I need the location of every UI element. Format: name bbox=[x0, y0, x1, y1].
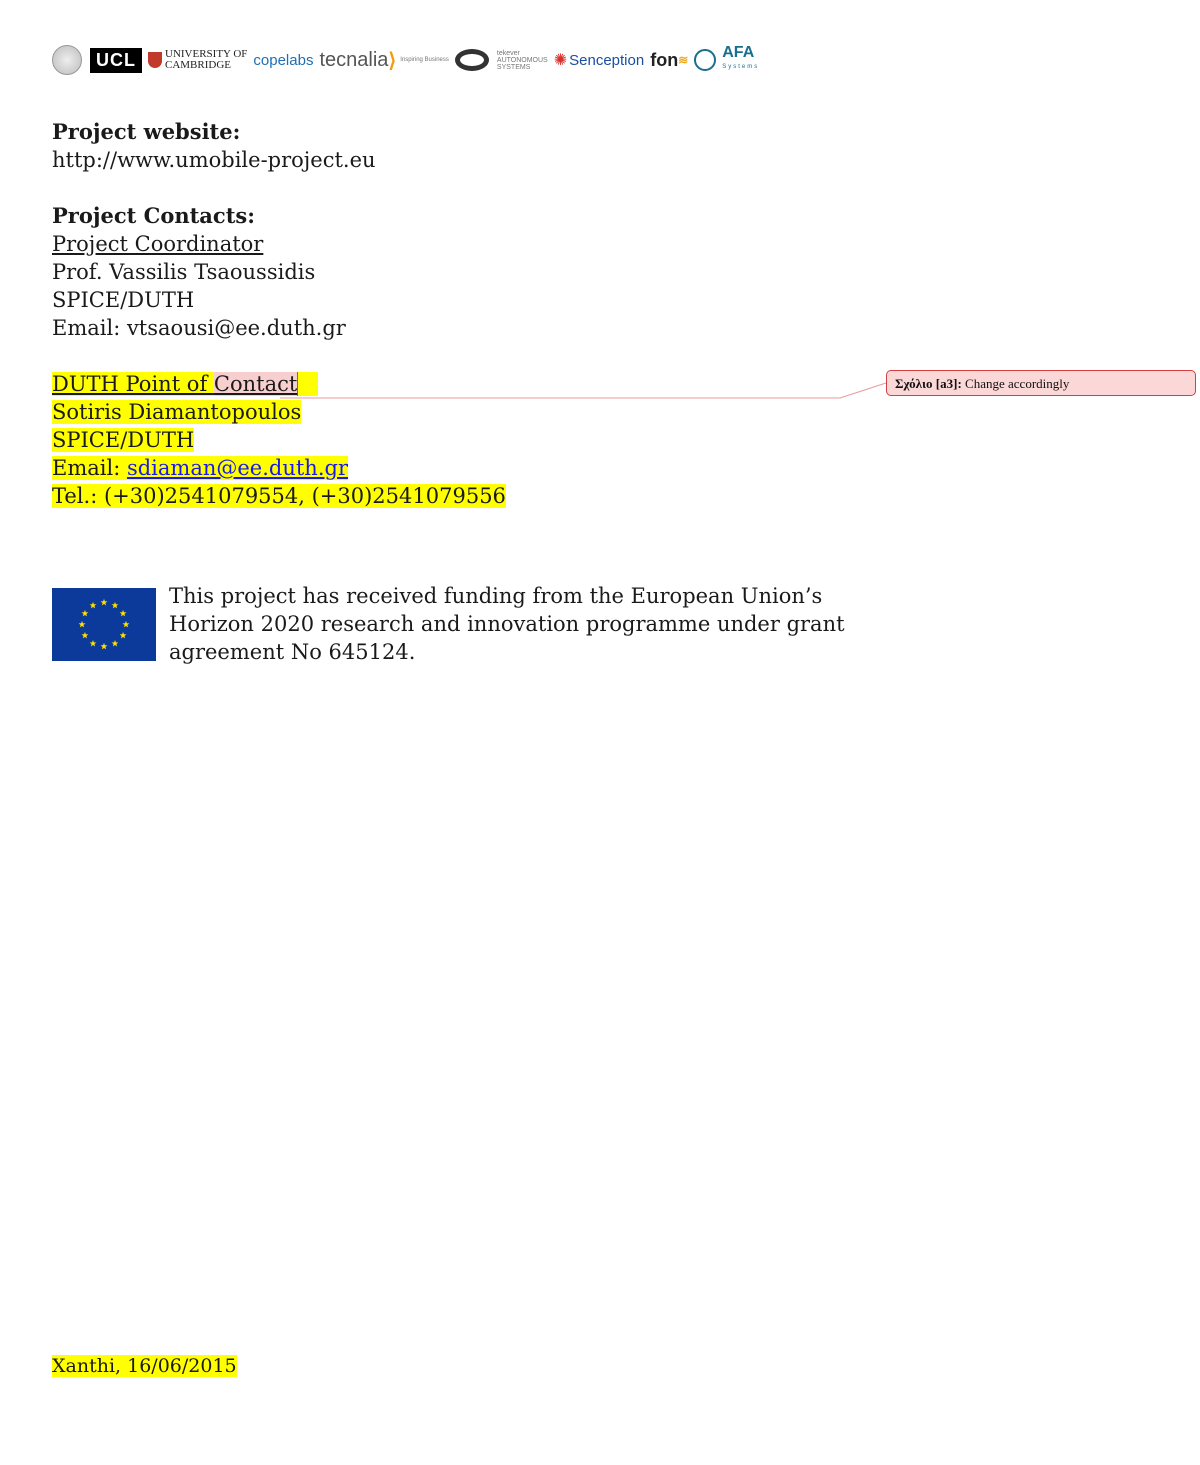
tekever-logo bbox=[455, 49, 548, 71]
comment-anchor[interactable]: Contact bbox=[213, 372, 298, 396]
senception-logo bbox=[554, 50, 644, 70]
ucl-logo: UCL bbox=[90, 48, 142, 73]
project-website-url: http://www.umobile-project.eu bbox=[52, 148, 376, 172]
duth-contact-email-link[interactable]: sdiaman@ee.duth.gr bbox=[126, 456, 348, 480]
document-body bbox=[52, 118, 852, 510]
fon-logo bbox=[650, 50, 688, 71]
coordinator-name: Prof. Vassilis Tsaoussidis bbox=[52, 260, 316, 284]
duth-contact-label bbox=[52, 370, 852, 398]
senception-text: Senception bbox=[569, 51, 645, 69]
duth-contact-name: Sotiris Diamantopoulos bbox=[52, 400, 302, 424]
copelabs-logo: copelabs bbox=[253, 51, 314, 69]
cambridge-logo-line2: CAMBRIDGE bbox=[165, 59, 232, 71]
cambridge-shield-icon bbox=[148, 52, 162, 68]
tecnalia-swoosh-icon: ⟩ bbox=[388, 49, 397, 72]
project-contacts-heading: Project Contacts: bbox=[52, 203, 255, 228]
coordinator-org: SPICE/DUTH bbox=[52, 288, 195, 312]
comment-balloon[interactable] bbox=[886, 370, 1196, 396]
tekever-ring-icon bbox=[455, 49, 489, 71]
tekever-line2: SYSTEMS bbox=[496, 63, 531, 71]
afa-text: AFA bbox=[722, 44, 755, 61]
funding-statement: This project has received funding from the European Union’s Horizon 2020 research and innovation programme under grant agreement No 645124. bbox=[169, 584, 845, 664]
eu-flag-icon bbox=[52, 588, 156, 661]
tecnalia-tagline: Inspiring Business bbox=[400, 56, 449, 63]
wifi-icon: ≋ bbox=[678, 53, 689, 67]
duth-contact-label-part1: DUTH Point of bbox=[52, 372, 214, 396]
comment-label: Σχόλιο [a3]: bbox=[895, 376, 962, 391]
afa-ring-icon bbox=[694, 49, 716, 71]
duth-contact-org: SPICE/DUTH bbox=[52, 428, 195, 452]
coordinator-label: Project Coordinator bbox=[52, 232, 264, 256]
comment-text: Change accordingly bbox=[965, 376, 1070, 391]
tekever-brand: tekever bbox=[496, 49, 520, 57]
afa-logo bbox=[694, 46, 759, 74]
place-date bbox=[52, 1354, 237, 1378]
duth-contact-email-prefix: Email: bbox=[52, 456, 127, 480]
duth-contact-tel: Tel.: (+30)2541079554, (+30)2541079556 bbox=[52, 484, 506, 508]
place-date-text: Xanthi, 16/06/2015 bbox=[52, 1355, 237, 1377]
duth-seal-logo bbox=[52, 45, 82, 75]
afa-subtext: Systems bbox=[722, 64, 760, 70]
coordinator-email: Email: vtsaousi@ee.duth.gr bbox=[52, 316, 346, 340]
tekever-line1: AUTONOMOUS bbox=[496, 56, 548, 64]
cambridge-logo-line1: UNIVERSITY OF bbox=[165, 48, 248, 60]
cambridge-logo bbox=[148, 49, 247, 71]
tecnalia-logo bbox=[319, 48, 448, 73]
project-website-heading: Project website: bbox=[52, 119, 241, 144]
fon-text: fon bbox=[650, 49, 679, 70]
senception-star-icon: ✺ bbox=[553, 52, 568, 69]
partner-logos bbox=[52, 40, 765, 80]
tecnalia-logo-text: tecnalia bbox=[319, 48, 389, 71]
